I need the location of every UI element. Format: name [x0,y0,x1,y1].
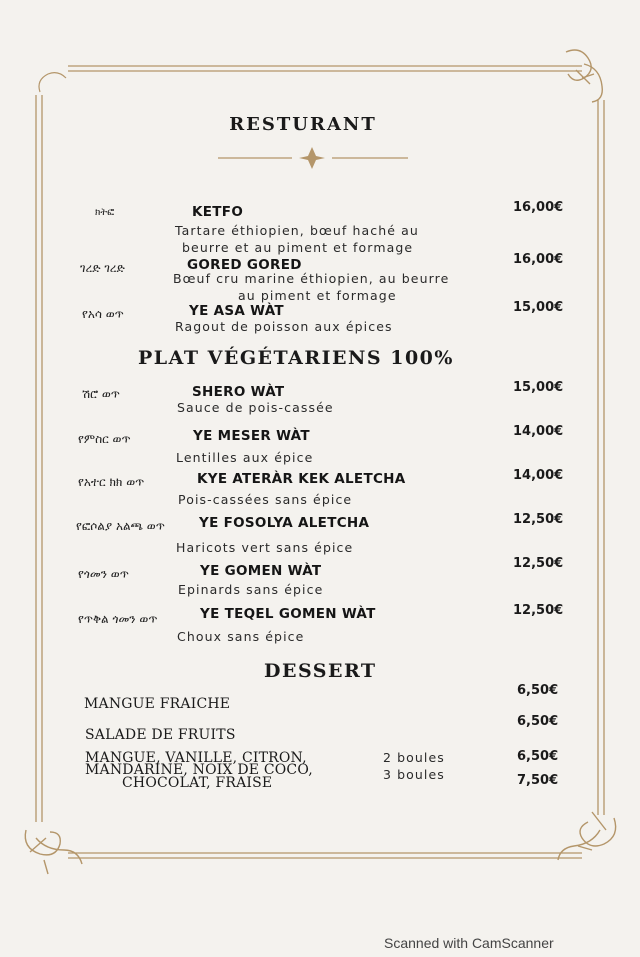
ice-cream-flavors: CHOCOLAT, FRAISE [122,775,273,791]
corner-ornament-bottom-left [25,830,82,874]
dish-description: au piment et formage [238,288,397,303]
corner-ornament-top-right [566,50,602,102]
dish-description: Epinards sans épice [178,582,324,597]
dish-name: YE MESER WÀT [193,428,310,444]
dessert-name: MANGUE FRAICHE [84,696,231,712]
title-divider-ornament [218,147,408,169]
dish-price: 16,00€ [513,252,564,267]
amharic-name: የአተር ክክ ወጥ [78,475,145,489]
dish-price: 16,00€ [513,200,564,215]
dish-name: GORED GORED [187,257,302,273]
dish-name: SHERO WÀT [192,384,285,400]
dish-price: 15,00€ [513,300,564,315]
dish-description: Ragout de poisson aux épices [175,319,393,334]
dish-description: Sauce de pois-cassée [177,400,334,415]
amharic-name: ገረድ ገረድ [80,261,125,275]
dish-name: YE ASA WÀT [189,303,284,319]
dish-name: YE FOSOLYA ALETCHA [199,515,370,531]
scanner-watermark: Scanned with CamScanner [384,935,554,951]
corner-ornament-top-left [39,73,66,92]
scoop-option-label: 3 boules [383,767,445,782]
scoop-option-price: 7,50€ [517,773,559,788]
dish-price: 14,00€ [513,468,564,483]
section-title-dessert: DESSERT [264,660,377,682]
dish-description: Haricots vert sans épice [176,540,354,555]
amharic-name: ሽሮ ወጥ [82,387,120,401]
dessert-price: 6,50€ [517,714,559,729]
amharic-name: የአሳ ወጥ [82,307,124,321]
page-title: RESTURANT [229,114,377,135]
scoop-option-label: 2 boules [383,750,445,765]
dish-price: 12,50€ [513,603,564,618]
dish-description: Tartare éthiopien, bœuf haché au [175,223,419,238]
ice-cream-flavors: MANGUE, VANILLE, CITRON, [85,750,307,766]
amharic-name: የጥቅል ጎመን ወጥ [78,612,158,626]
dish-price: 12,50€ [513,512,564,527]
dish-description: beurre et au piment et formage [182,240,414,255]
amharic-name: የጎመን ወጥ [78,567,129,581]
dish-price: 15,00€ [513,380,564,395]
dessert-name: SALADE DE FRUITS [85,727,236,743]
dish-description: Choux sans épice [177,629,305,644]
dish-description: Bœuf cru marine éthiopien, au beurre [173,271,450,286]
dish-name: YE GOMEN WÀT [200,563,322,579]
amharic-name: የፎሶልያ አልጫ ወጥ [76,519,165,533]
section-title-vegetarian: PLAT VÉGÉTARIENS 100% [138,347,454,369]
dessert-price: 6,50€ [517,683,559,698]
amharic-name: የምስር ወጥ [78,432,131,446]
dish-price: 12,50€ [513,556,564,571]
dish-name: YE TEQEL GOMEN WÀT [200,606,376,622]
amharic-name: ክትፎ [95,207,115,218]
dish-description: Pois-cassées sans épice [178,492,353,507]
dish-description: Lentilles aux épice [176,450,314,465]
ice-cream-flavors: MANDARINE, NOIX DE COCO, [85,762,313,778]
dish-name: KETFO [192,204,244,220]
dish-name: KYE ATERÀR KEK ALETCHA [197,471,406,487]
dish-price: 14,00€ [513,424,564,439]
scoop-option-price: 6,50€ [517,749,559,764]
